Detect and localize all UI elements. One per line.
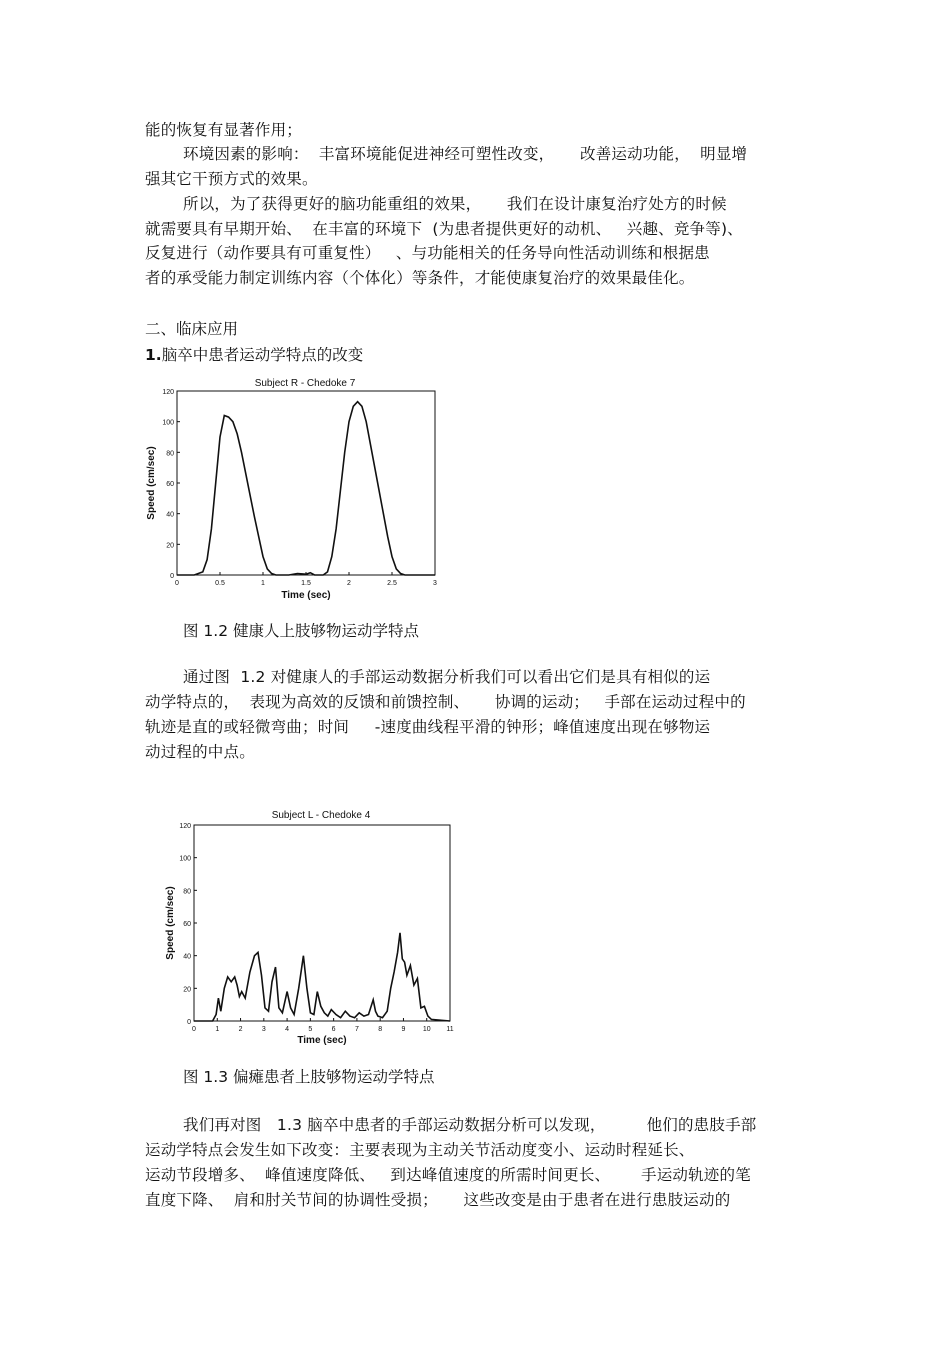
chart-healthy-subject [135,372,455,604]
x-tick-label: 0 [192,1026,196,1033]
series-line [177,402,435,575]
x-tick-label: 3 [433,580,437,587]
text-line: 运动学特点会发生如下改变：主要表现为主动关节活动度变小、运动时程延长、 [145,1141,695,1159]
y-tick-label: 80 [166,450,174,458]
section-heading: 二、临床应用 [145,320,239,338]
y-tick-label: 120 [162,389,174,396]
x-axis-label: Time (sec) [281,590,331,601]
x-tick-label: 6 [331,1026,336,1033]
y-axis-label: Speed (cm/sec) [165,886,176,960]
text-line: 环境因素的影响： 丰富环境能促进神经可塑性改变， 改善运动功能， 明显增 [183,145,748,163]
subsection-title: 脑卒中患者运动学特点的改变 [161,346,364,364]
text-line: 者的承受能力制定训练内容（个体化）等条件，才能使康复治疗的效果最佳化。 [145,269,695,287]
text-line: 反复进行（动作要具有可重复性） 、与功能相关的任务导向性活动训练和根据患 [145,244,710,262]
x-tick-label: 2 [347,580,351,587]
figure-caption: 图 1.2 健康人上肢够物运动学特点 [183,622,420,640]
x-tick-label: 5 [308,1026,313,1033]
y-axis-label: Speed (cm/sec) [146,446,157,520]
x-tick-label: 4 [285,1026,290,1033]
y-tick-label: 0 [170,573,174,580]
text-line: 能的恢复有显著作用； [145,121,303,139]
y-tick-label: 0 [187,1019,191,1026]
y-tick-label: 60 [183,921,191,928]
x-tick-label: 11 [446,1026,454,1033]
x-tick-label: 7 [354,1026,359,1033]
y-tick-label: 40 [183,953,191,961]
x-tick-label: 2 [238,1026,243,1033]
x-tick-label: 1.5 [301,580,311,587]
y-tick-label: 20 [166,542,174,550]
text-line: 所以，为了获得更好的脑功能重组的效果， 我们在设计康复治疗处方的时候 [183,195,727,213]
x-tick-label: 0 [175,580,179,587]
x-ticks [192,1018,454,1033]
plot-frame [194,825,450,1021]
text-line: 就需要具有早期开始、 在丰富的环境下 (为患者提供更好的动机、 兴趣、竞争等)、 [145,220,743,238]
x-axis-label: Time (sec) [297,1035,347,1046]
text-line: 强其它干预方式的效果。 [145,170,318,188]
text-line: 运动节段增多、 峰值速度降低、 到达峰值速度的所需时间更长、 手运动轨迹的笔 [145,1166,751,1184]
text-line: 通过图 1.2 对健康人的手部运动数据分析我们可以看出它们是具有相似的运 [183,668,711,686]
y-tick-label: 120 [179,823,191,830]
x-tick-label: 1 [215,1026,220,1033]
y-tick-label: 100 [179,855,191,863]
text-line: 我们再对图 1.3 脑卒中患者的手部运动数据分析可以发现， 他们的患肢手部 [183,1116,757,1134]
x-tick-label: 9 [401,1026,406,1033]
text-line: 轨迹是直的或轻微弯曲；时间 -速度曲线程平滑的钟形；峰值速度出现在够物运 [145,718,711,736]
chart-hemiplegic-subject [155,805,460,1050]
series-line [194,933,450,1021]
y-tick-label: 20 [183,986,191,994]
subsection-heading [145,345,363,365]
subsection-number: 1. [145,346,162,364]
x-tick-label: 3 [261,1026,266,1033]
x-tick-label: 2.5 [387,580,397,587]
chart-title: Subject L - Chedoke 4 [271,810,371,821]
y-tick-label: 100 [162,419,174,427]
y-tick-label: 40 [166,511,174,519]
text-line: 动学特点的， 表现为高效的反馈和前馈控制、 协调的运动； 手部在运动过程中的 [145,693,746,711]
figure-caption: 图 1.3 偏瘫患者上肢够物运动学特点 [183,1068,435,1086]
y-tick-label: 60 [166,481,174,488]
x-tick-label: 1 [261,580,265,587]
chart-title: Subject R - Chedoke 7 [254,378,356,389]
text-line: 直度下降、 肩和肘关节间的协调性受损； 这些改变是由于患者在进行患肢运动的 [145,1191,731,1209]
x-tick-label: 10 [422,1026,431,1033]
text-line: 动过程的中点。 [145,743,255,761]
y-tick-label: 80 [183,888,191,896]
x-tick-label: 0.5 [215,580,225,587]
x-tick-label: 8 [378,1026,383,1033]
